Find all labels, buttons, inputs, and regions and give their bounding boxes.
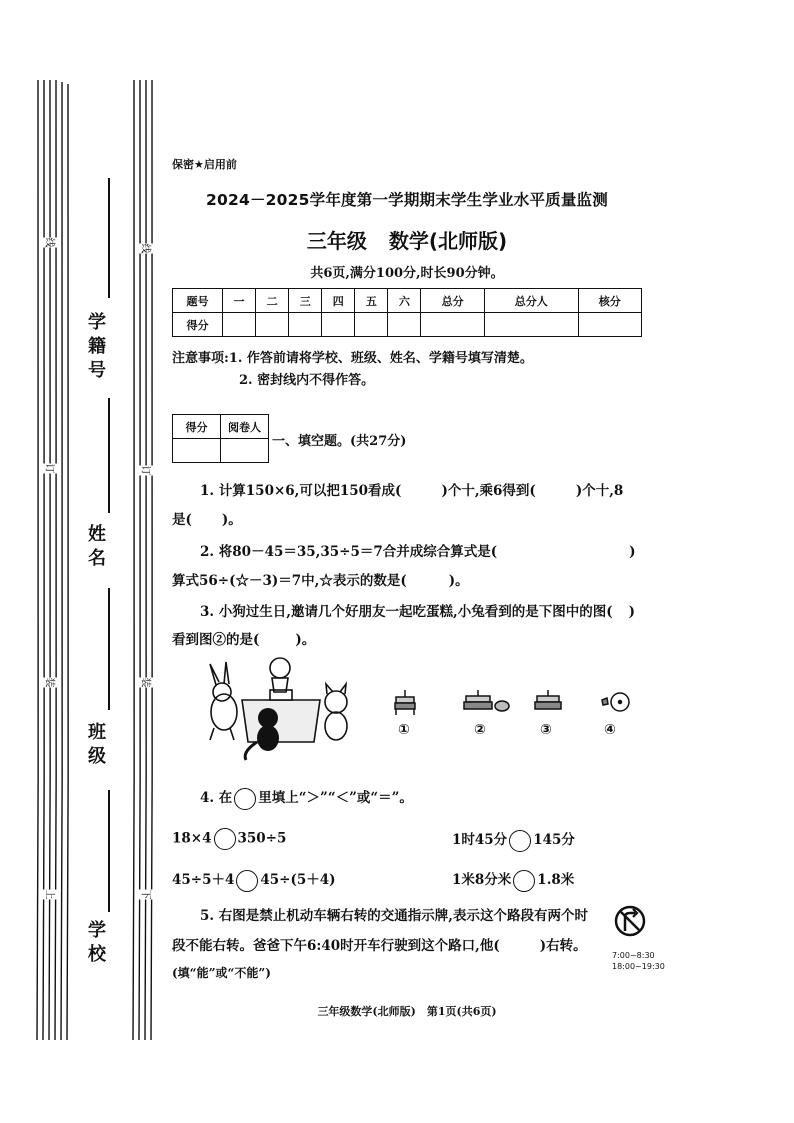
question-1-line-1 (200, 479, 623, 499)
q2-text: )。 (448, 573, 469, 589)
q4-answer-circle[interactable] (509, 830, 531, 852)
cake-option-label-4: ④ (604, 722, 616, 738)
notes (172, 348, 533, 392)
q2-text: 算式56÷(☆－3)＝7中,☆表示的数是( (172, 573, 407, 589)
score-row-label: 得分 (173, 313, 223, 337)
score-header-cell: 题号 (173, 289, 223, 313)
score-table (172, 288, 642, 337)
question-5-line-1 (200, 904, 588, 924)
cut-mark-bind-right: 装 (139, 678, 156, 688)
no-right-turn-sign-icon (614, 905, 646, 949)
page-footer: 三年级数学(北师版) 第1页(共6页) (317, 1005, 497, 1018)
birthday-party-illustration (202, 652, 362, 764)
score-table-score-row (173, 313, 642, 337)
grader-table (172, 414, 269, 463)
q1-text: )个十,8 (575, 483, 624, 499)
cut-mark-line-left: 线 (43, 238, 60, 248)
cat-figure (325, 684, 347, 740)
q4-answer-circle[interactable] (236, 870, 258, 892)
school-line (108, 790, 110, 912)
q4-text: 里填上“＞”“＜”或“＝”。 (258, 790, 413, 806)
cut-mark-staple-left: 订 (43, 464, 60, 474)
cut-mark-staple-right: 订 (139, 466, 156, 476)
q2-text: 2. 将80－45＝35,35÷5＝7合并成综合算式是( (200, 544, 498, 560)
score-header-cell: 二 (256, 289, 289, 313)
cake-option-label-2: ② (474, 722, 486, 738)
grader-name-cell[interactable] (221, 439, 269, 463)
score-header-cell: 总分 (421, 289, 484, 313)
q4-item-left: 45÷5＋4 (172, 872, 235, 888)
grade-label: 三年级 (306, 229, 367, 253)
question-4-line (200, 786, 413, 810)
q1-text: )。 (221, 512, 242, 528)
q4-example-circle (234, 788, 256, 810)
exam-info: 共6页,满分100分,时长90分钟。 (310, 266, 504, 281)
score-header-cell: 核分 (578, 289, 641, 313)
dog-figure (270, 658, 290, 692)
name-line (108, 398, 110, 513)
q5-text: )右转。 (539, 938, 587, 954)
score-header-cell: 总分人 (484, 289, 578, 313)
grader-header-grader: 阅卷人 (221, 415, 269, 439)
cut-mark-bind-left: 装 (43, 678, 60, 688)
score-header-cell: 四 (322, 289, 355, 313)
score-table-header-row (173, 289, 642, 313)
q1-text: 是( (172, 512, 192, 528)
note-item: 2. 密封线内不得作答。 (239, 373, 375, 388)
q4-item-left: 1时45分 (452, 832, 508, 848)
score-cell[interactable] (322, 313, 355, 337)
score-cell[interactable] (289, 313, 322, 337)
q1-text: 1. 计算150×6,可以把150看成( (200, 483, 402, 499)
score-cell[interactable] (421, 313, 484, 337)
grader-header-score: 得分 (173, 415, 221, 439)
q1-text: )个十,乘6得到( (441, 483, 536, 499)
question-2-line-2 (172, 569, 469, 589)
q3-text: 看到图②的是( (172, 632, 260, 648)
subject-label: 数学(北师版) (388, 229, 508, 253)
q4-item-3 (172, 868, 336, 892)
q4-item-right: 45÷(5＋4) (260, 872, 336, 888)
student-id-label: 学籍号 (85, 312, 106, 384)
score-cell[interactable] (256, 313, 289, 337)
cut-mark-line-right: 线 (139, 244, 156, 254)
question-2-line-1 (200, 540, 636, 560)
q4-item-left: 18×4 (172, 830, 212, 847)
q4-answer-circle[interactable] (214, 828, 236, 850)
school-label: 学校 (85, 920, 106, 968)
q4-answer-circle[interactable] (513, 870, 535, 892)
sign-time-2: 18:00~19:30 (612, 962, 665, 971)
question-5-line-2 (172, 934, 587, 954)
score-header-cell: 五 (355, 289, 388, 313)
grader-score-cell[interactable] (173, 439, 221, 463)
name-label: 姓名 (85, 524, 106, 572)
q3-text: ) (628, 604, 635, 620)
cake-view-1 (392, 688, 418, 716)
q4-item-1 (172, 828, 286, 850)
question-3-line-1 (200, 600, 635, 620)
cake-view-3 (532, 688, 564, 716)
rabbit-figure (210, 662, 237, 740)
cake-option-label-3: ③ (540, 722, 552, 738)
cake-view-4 (596, 688, 632, 718)
q5-text: 5. 右图是禁止机动车辆右转的交通指示牌,表示这个路段有两个时 (200, 908, 588, 924)
q4-item-right: 350÷5 (237, 830, 287, 847)
q3-text: 3. 小狗过生日,邀请几个好朋友一起吃蛋糕,小兔看到的是下图中的图( (200, 604, 613, 620)
confidential-mark: 保密★启用前 (172, 158, 237, 171)
section-1-title: 一、填空题。(共27分) (272, 434, 407, 449)
note-item: 1. 作答前请将学校、班级、姓名、学籍号填写清楚。 (228, 351, 533, 366)
q4-item-left: 1米8分米 (452, 872, 512, 888)
q4-item-4 (452, 868, 574, 892)
q4-text: 4. 在 (200, 790, 233, 806)
q4-item-right: 1.8米 (537, 872, 575, 888)
question-1-line-2 (172, 508, 242, 528)
score-header-cell: 一 (223, 289, 256, 313)
score-cell[interactable] (355, 313, 388, 337)
class-line (108, 588, 110, 710)
question-5-line-3 (172, 964, 271, 981)
student-id-line (108, 178, 110, 298)
cake-option-label-1: ① (398, 722, 410, 738)
score-cell[interactable] (484, 313, 578, 337)
q5-hint: (填“能”或“不能”) (172, 966, 271, 980)
sign-time-1: 7:00~8:30 (612, 951, 655, 960)
question-3-line-2 (172, 628, 315, 648)
score-cell[interactable] (223, 313, 256, 337)
q3-text: )。 (295, 632, 316, 648)
score-header-cell: 六 (388, 289, 421, 313)
score-cell[interactable] (388, 313, 421, 337)
q5-text: 段不能右转。爸爸下午6:40时开车行驶到这个路口,他( (172, 938, 500, 954)
cake-view-2 (460, 688, 512, 716)
notes-label: 注意事项: (172, 351, 229, 366)
score-header-cell: 三 (289, 289, 322, 313)
q2-text: ) (629, 544, 636, 560)
q4-item-right: 145分 (533, 832, 575, 848)
score-cell[interactable] (578, 313, 641, 337)
cut-mark-bottom-right: 下 (139, 890, 156, 900)
class-label: 班级 (85, 722, 106, 770)
cut-mark-top-left: 上 (43, 890, 60, 900)
exam-title: 2024－2025学年度第一学期期末学生学业水平质量监测 (206, 191, 608, 209)
exam-subtitle (172, 225, 642, 254)
q4-item-2 (452, 828, 575, 852)
